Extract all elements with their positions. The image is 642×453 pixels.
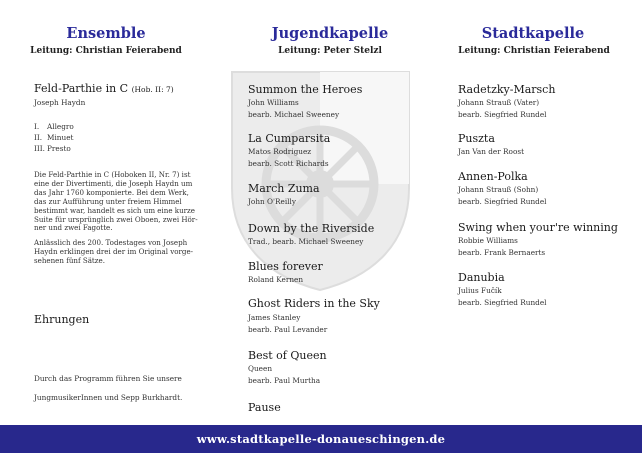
description-line: Anlässlich des 200. Todestages von Joseph	[34, 238, 188, 247]
program-item-title: Down by the Riverside	[248, 222, 375, 235]
program-item-composer: Roland Kernen	[248, 275, 304, 284]
footer-bar	[0, 425, 642, 453]
description-line: Suite für ursprünglich zwei Oboen, zwei Hör-	[34, 214, 198, 224]
program-item-title: Summon the Heroes	[248, 83, 363, 96]
ensemble-description	[34, 171, 204, 233]
program-item-arranger: bearb. Paul Murtha	[248, 376, 321, 385]
program-item-title: Radetzky-Marsch	[458, 83, 556, 96]
jugend-leader: Leitung: Peter Stelzl	[278, 46, 382, 56]
program-item-composer: Jan Van der Roost	[458, 147, 525, 156]
program-item-arranger: bearb. Paul Levander	[248, 325, 328, 334]
description-line: sehenen fünf Sätze.	[34, 255, 105, 265]
movement-item	[34, 122, 74, 131]
movement-num: I.	[34, 122, 40, 131]
honors-line: JungmusikerInnen und Sepp Burkhardt.	[34, 393, 183, 402]
movement-name: Minuet	[47, 133, 74, 142]
program-item-composer: James Stanley	[248, 313, 301, 322]
movement-item	[34, 133, 73, 142]
program-item-arranger: bearb. Siegfried Rundel	[458, 197, 547, 206]
jugend-heading: Jugendkapelle	[271, 25, 389, 42]
stadt-heading: Stadtkapelle	[481, 25, 585, 42]
program-item-title: Swing when your're winning	[458, 221, 618, 234]
ensemble-composer: Joseph Haydn	[34, 98, 86, 107]
program-item-title: Ghost Riders in the Sky	[248, 297, 380, 310]
movement-name: Presto	[47, 144, 71, 153]
ensemble-leader: Leitung: Christian Feierabend	[30, 46, 182, 56]
description-line: das Jahr 1760 komponierte. Bei dem Werk,	[34, 187, 189, 197]
program-item-title: Danubia	[458, 271, 505, 284]
description-line: bestimmt war, handelt es sich um eine kurze	[34, 205, 195, 215]
program-item-composer: Johann Strauß (Vater)	[458, 98, 540, 107]
piece-ref-text: (Hob. II: 7)	[131, 85, 174, 94]
program-item-arranger: bearb. Frank Bernaerts	[458, 248, 546, 257]
website-link[interactable]: www.stadtkapelle-donaueschingen.de	[196, 432, 446, 446]
piece-title-text: Feld-Parthie in C	[34, 82, 129, 95]
movement-name: Allegro	[47, 122, 74, 131]
program-item-arranger: bearb. Michael Sweeney	[248, 110, 340, 119]
program-item-composer: Johann Strauß (Sohn)	[458, 185, 539, 194]
program-item-composer: Matos Rodriguez	[248, 147, 312, 156]
description-line: eine der Divertimenti, die Joseph Haydn um	[34, 178, 193, 188]
ensemble-heading: Ensemble	[66, 25, 146, 42]
description-line: Die Feld-Parthie in C (Hoboken II, Nr. 7) ist	[34, 170, 191, 179]
program-item-composer: John O'Reilly	[248, 197, 296, 206]
description-line: ner und zwei Fagotte.	[34, 223, 113, 233]
ensemble-piece-title	[34, 82, 174, 95]
honors-line: Durch das Programm führen Sie unsere	[34, 374, 182, 383]
program-item-arranger: bearb. Siegfried Rundel	[458, 110, 547, 119]
program-item-title: Puszta	[458, 132, 495, 145]
program-item-title: La Cumparsita	[248, 132, 331, 145]
description-line: das zur Aufführung unter freiem Himmel	[34, 196, 182, 206]
ensemble-description-2	[34, 239, 204, 266]
program-item-composer: John Williams	[248, 98, 299, 107]
program-item-title: Pause	[248, 401, 281, 414]
program-item-title: Annen-Polka	[458, 170, 528, 183]
stadt-leader: Leitung: Christian Feierabend	[458, 46, 610, 56]
movement-num: II.	[34, 133, 43, 142]
movement-item	[34, 144, 71, 153]
program-item-composer: Queen	[248, 364, 273, 373]
program-item-title: Blues forever	[248, 260, 323, 273]
program-item-composer: Robbie Williams	[458, 236, 518, 245]
program-item-title: Best of Queen	[248, 349, 327, 362]
program-item-arranger: bearb. Siegfried Rundel	[458, 298, 547, 307]
movement-num: III.	[34, 144, 45, 153]
program-item-composer: Trad., bearb. Michael Sweeney	[248, 237, 364, 246]
program-item-arranger: bearb. Scott Richards	[248, 159, 329, 168]
program-item-title: March Zuma	[248, 182, 320, 195]
honors-heading: Ehrungen	[34, 313, 90, 326]
description-line: Haydn erklingen drei der im Original vorge-	[34, 246, 194, 256]
program-item-composer: Julius Fučík	[458, 286, 502, 295]
